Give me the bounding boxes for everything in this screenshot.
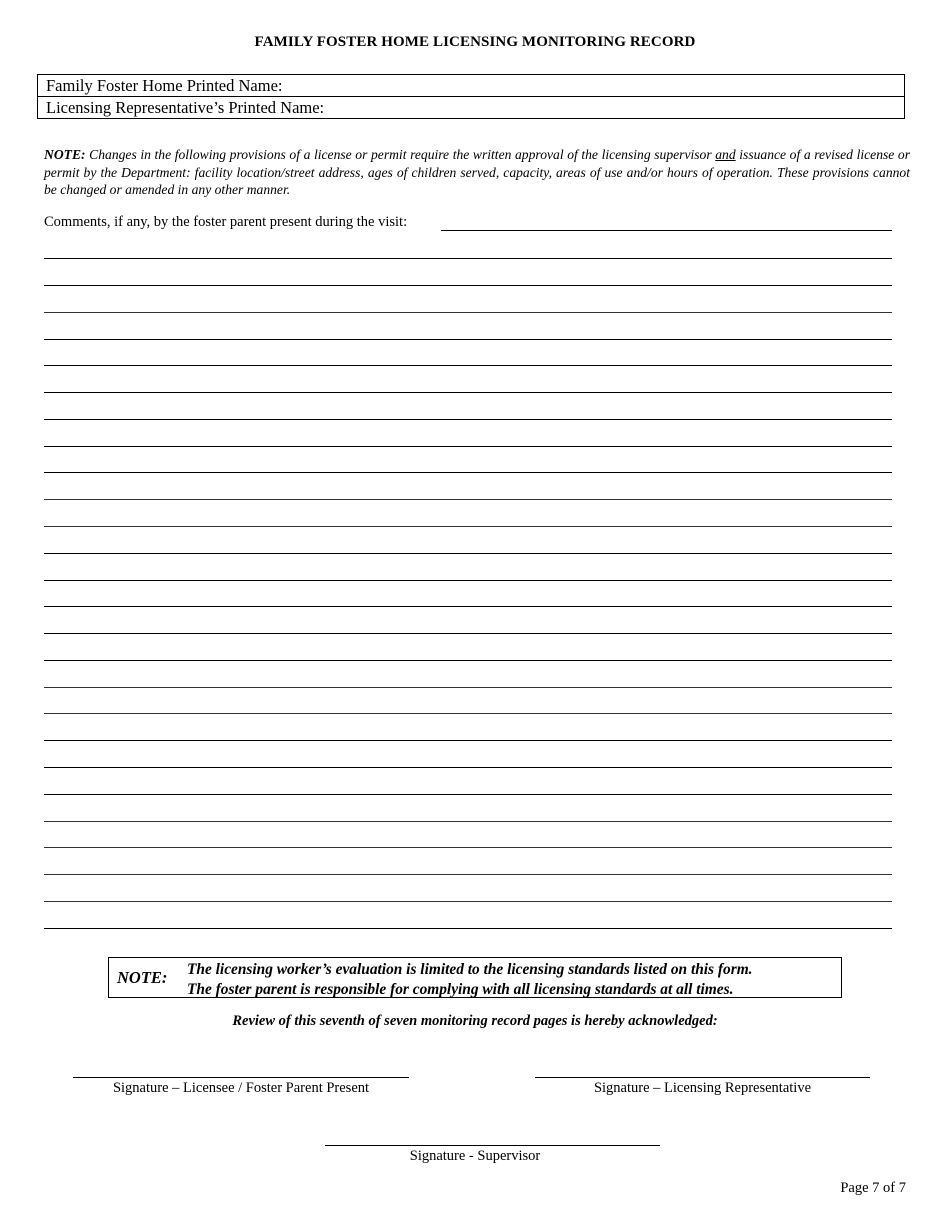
comment-line[interactable] (44, 365, 892, 366)
comment-line[interactable] (44, 633, 892, 634)
form-title: FAMILY FOSTER HOME LICENSING MONITORING RECORD (254, 34, 696, 50)
comment-line[interactable] (44, 419, 892, 420)
note-label: NOTE: (44, 147, 86, 162)
supervisor-signature-line[interactable] (325, 1145, 660, 1146)
comment-line[interactable] (44, 847, 892, 848)
comment-line[interactable] (44, 687, 892, 688)
provisions-note (44, 146, 910, 199)
name-table (37, 74, 905, 119)
comment-line[interactable] (44, 740, 892, 741)
comment-line[interactable] (44, 392, 892, 393)
note-text-part2: issuance of a revised license or permit by the Department: facility location/street address, ages of children served, capacity, areas of use and/or hours of operation. These provisions cannot be changed or amended in any other manner. (44, 147, 911, 197)
comment-line[interactable] (44, 499, 892, 500)
comments-label: Comments, if any, by the foster parent present during the visit: (44, 214, 408, 230)
comments-first-line[interactable] (441, 230, 892, 231)
comments-area[interactable] (44, 258, 892, 938)
evaluation-note-line2: The foster parent is responsible for complying with all licensing standards at all times. (187, 981, 734, 998)
representative-signature-line[interactable] (535, 1077, 870, 1078)
comment-line[interactable] (44, 580, 892, 581)
licensee-signature-label: Signature – Licensee / Foster Parent Present (112, 1080, 370, 1096)
family-foster-home-name-field[interactable]: Family Foster Home Printed Name: (46, 76, 283, 95)
comment-line[interactable] (44, 660, 892, 661)
comment-line[interactable] (44, 472, 892, 473)
note-and-word: and (715, 147, 736, 162)
comment-line[interactable] (44, 339, 892, 340)
comment-line[interactable] (44, 794, 892, 795)
supervisor-signature-label: Signature - Supervisor (409, 1148, 541, 1164)
comment-line[interactable] (44, 606, 892, 607)
comment-line[interactable] (44, 874, 892, 875)
page-number: Page 7 of 7 (840, 1180, 906, 1196)
comment-line[interactable] (44, 901, 892, 902)
evaluation-note-box (108, 957, 842, 998)
evaluation-note-line1: The licensing worker’s evaluation is limited to the licensing standards listed on this form. (187, 961, 753, 978)
licensee-signature-line[interactable] (73, 1077, 409, 1078)
comment-line[interactable] (44, 767, 892, 768)
evaluation-note-text (187, 960, 753, 1000)
comment-line[interactable] (44, 928, 892, 929)
comment-line[interactable] (44, 553, 892, 554)
comment-line[interactable] (44, 285, 892, 286)
review-acknowledgement: Review of this seventh of seven monitoring record pages is hereby acknowledged: (232, 1013, 718, 1029)
comment-line[interactable] (44, 446, 892, 447)
comment-line[interactable] (44, 526, 892, 527)
comment-line[interactable] (44, 821, 892, 822)
evaluation-note-label: NOTE: (117, 968, 168, 987)
comment-line[interactable] (44, 312, 892, 313)
note-text-part1: Changes in the following provisions of a license or permit require the written approval of the licensing supervisor (89, 147, 712, 162)
licensing-representative-name-field[interactable]: Licensing Representative’s Printed Name: (38, 96, 904, 118)
comment-line[interactable] (44, 258, 892, 259)
comment-line[interactable] (44, 713, 892, 714)
representative-signature-label: Signature – Licensing Representative (593, 1080, 812, 1096)
